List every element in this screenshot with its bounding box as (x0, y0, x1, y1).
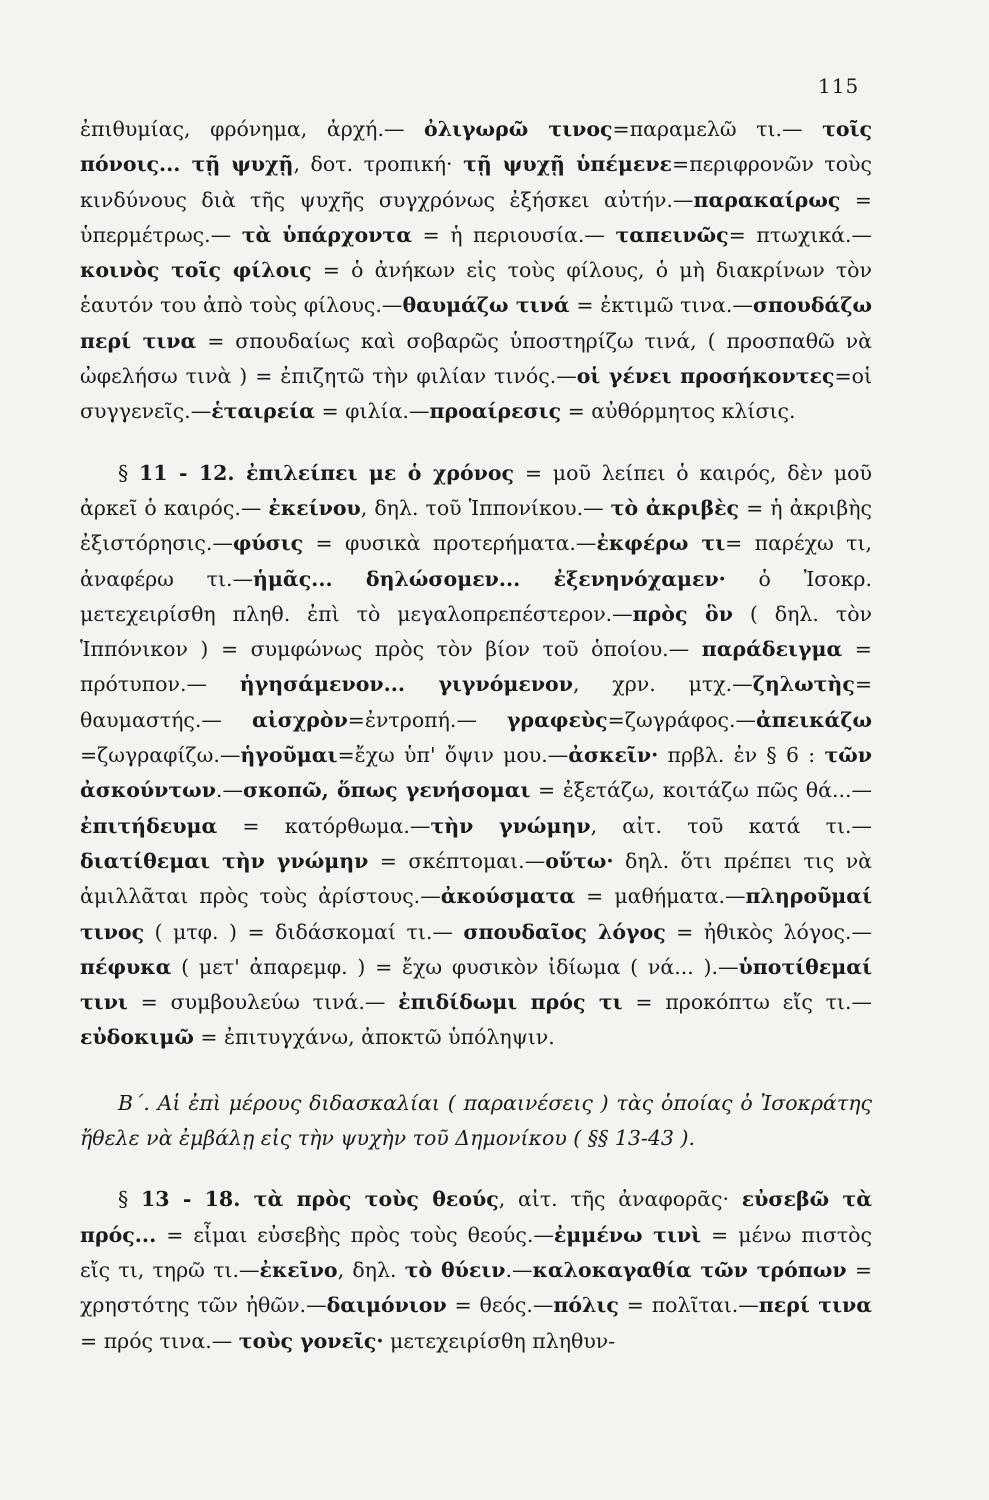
headword-term: ἀπεικάζω (756, 707, 872, 732)
gloss-text: , δηλ. τοῦ Ἱππονίκου.— (360, 495, 611, 520)
headword-term: προαίρεσις (429, 399, 562, 424)
gloss-text: = πρότυπον.— (80, 637, 872, 697)
headword-term: πέφυκα (80, 954, 172, 979)
gloss-text: =περιφρονῶν τοὺς κινδύνους διὰ τῆς ψυχῆς συγχρόνως ἐξήσκει αὐτήν.— (80, 152, 872, 212)
gloss-text: .— (505, 1257, 533, 1282)
gloss-text: ( μετ' ἀπαρεμφ. ) = ἔχω φυσικὸν ἰδίωμα ( νά... ).— (171, 954, 739, 979)
gloss-text: = μένω πιστὸς εἴς τι, τηρῶ τι.— (80, 1222, 872, 1282)
headword-term: ἡγοῦμαι (240, 743, 338, 768)
headword-term: τὰ ὑπάρχοντα (241, 222, 412, 247)
gloss-text: ὁ Ἰσοκρ. μετεχειρίσθη πληθ. ἐπὶ τὸ μεγαλοπρεπέστερον.— (80, 566, 872, 626)
gloss-text: μετεχειρίσθη πληθυν- (383, 1328, 616, 1353)
section-heading-paragraph (80, 1086, 872, 1157)
glossary-paragraph-1 (80, 112, 872, 430)
headword-term: φύσις (232, 531, 304, 556)
gloss-text: = ὑπερμέτρως.— (80, 187, 872, 247)
gloss-text: = ἠθικὸς λόγος.— (665, 919, 872, 944)
headword-term: ἐκφέρω τι (596, 531, 726, 556)
gloss-text: ( μτφ. ) = διδάσκομαί τι.— (144, 919, 464, 944)
headword-term: παράδειγμα (701, 637, 843, 662)
glossary-paragraph-2 (80, 456, 872, 1056)
page-body (80, 112, 872, 1359)
gloss-text: = αὐθόρμητος κλίσις. (561, 399, 796, 424)
headword-term: οὕτω· (545, 848, 614, 873)
headword-term: ὀλιγωρῶ τινος (424, 117, 613, 141)
gloss-text: = ὁ ἀνήκων εἰς τοὺς φίλους, ὁ μὴ διακρίνων τὸν ἑαυτόν του ἀπὸ τοὺς φίλους.— (80, 258, 872, 318)
gloss-text: = σκέπτομαι.— (368, 848, 546, 873)
page-number: 115 (818, 74, 860, 98)
headword-term: οἱ γένει προσήκοντες (576, 364, 835, 389)
headword-term: ἐκείνου (268, 495, 361, 520)
gloss-text: = ἐξετάζω, κοιτάζω πῶς θά...— (530, 778, 872, 803)
gloss-text: = πολῖται.— (618, 1293, 759, 1318)
headword-term: 13 - 18. τὰ πρὸς τοὺς θεούς (140, 1187, 499, 1212)
headword-term: ἐκεῖνο (259, 1257, 338, 1282)
headword-term: σπουδαῖος λόγος (463, 919, 666, 944)
gloss-text: § (118, 460, 140, 485)
headword-term: σκοπῶ, ὅπως γενήσομαι (242, 778, 531, 803)
headword-term: διατίθεμαι τὴν γνώμην (80, 848, 369, 873)
gloss-text: = ἐκτιμῶ τινα.— (569, 293, 753, 318)
headword-term: πρὸς ὃν (632, 601, 733, 626)
headword-term: ἐπιδίδωμι πρός τι (398, 990, 623, 1015)
headword-term: τὸ ἀκριβὲς (610, 495, 740, 520)
headword-term: σπουδάζω περί τινα (80, 293, 872, 353)
gloss-text: = προκόπτω εἴς τι.— (622, 990, 872, 1015)
gloss-text: = συμβουλεύω τινά.— (127, 990, 399, 1015)
glossary-paragraph-3 (80, 1182, 872, 1358)
gloss-text: .— (215, 778, 243, 803)
gloss-text: = φυσικὰ προτερήματα.— (303, 531, 597, 556)
headword-term: 11 - 12. ἐπιλείπει με ὁ χρόνος (139, 460, 515, 485)
headword-term: κοινὸς τοῖς φίλοις (80, 258, 312, 283)
headword-term: ἐμμένω τινὶ (553, 1222, 702, 1247)
gloss-text: =παραμελῶ τι.— (612, 117, 823, 141)
gloss-text: = χρηστότης τῶν ἠθῶν.— (80, 1257, 873, 1318)
gloss-text: , χρν. μτχ.— (572, 672, 753, 697)
gloss-text: = σπουδαίως καὶ σοβαρῶς ὑποστηρίζω τινά, ( προσπαθῶ νὰ ὠφελήσω τινὰ ) = ἐπιζητῶ τὴν φιλίαν τινός.— (80, 328, 872, 389)
headword-term: παρακαίρως (693, 187, 841, 212)
gloss-text: ἐπιθυμίας, φρόνημα, ἀρχή.— (80, 117, 425, 141)
gloss-text: , αἰτ. τῆς ἀναφορᾶς· (498, 1187, 742, 1212)
headword-term: αἰσχρὸν (251, 707, 348, 732)
gloss-text: § (118, 1187, 141, 1212)
gloss-text: , δηλ. (337, 1257, 405, 1282)
gloss-text: = φιλία.— (314, 399, 430, 424)
gloss-text: , αἰτ. τοῦ κατά τι.— (590, 813, 873, 838)
headword-term: ἐπιτήδευμα (80, 813, 218, 838)
headword-term: τὸ θύειν (404, 1257, 506, 1282)
gloss-text: = μαθήματα.— (575, 884, 746, 909)
headword-term: τῇ ψυχῇ ὑπέμενε (463, 152, 673, 177)
gloss-text: Β΄. Αἱ ἐπὶ μέρους διδασκαλίαι ( παραινέσεις ) τὰς ὁποίας ὁ Ἰσοκράτης ἤθελε νὰ ἐμβάλῃ εἰς τὴν ψυχὴν τοῦ Δημονίκου ( §§ 13-43 ). (80, 1090, 872, 1151)
headword-term: καλοκαγαθία τῶν τρόπων (532, 1257, 847, 1282)
headword-term: ἡμᾶς... δηλώσομεν... ἐξενηνόχαμεν· (253, 566, 726, 591)
headword-term: ἀσκεῖν· (568, 743, 659, 768)
gloss-text: =ζωγράφος.— (607, 707, 757, 732)
headword-term: τῶν ἀσκούντων (80, 743, 873, 803)
headword-term: πληροῦμαί τινος (80, 884, 872, 944)
gloss-text: =ζωγραφίζω.— (80, 743, 241, 768)
headword-term: ὑποτίθεμαί τινι (80, 954, 872, 1015)
headword-term: ἀκούσματα (440, 884, 576, 909)
gloss-text: = ἡ περιουσία.— (412, 222, 616, 247)
headword-term: ταπεινῶς (615, 222, 729, 247)
gloss-text: =ἔχω ὑπ' ὄψιν μου.— (337, 743, 569, 768)
headword-term: εὐσεβῶ τὰ πρός... (80, 1187, 872, 1247)
gloss-text: = θεός.— (446, 1293, 554, 1318)
headword-term: ζηλωτὴς (752, 672, 855, 697)
headword-term: τοὺς γονεῖς· (238, 1328, 384, 1353)
headword-term: πόλις (553, 1293, 619, 1318)
gloss-text: = πρός τινα.— (80, 1328, 239, 1353)
gloss-text: = μοῦ λείπει ὁ καιρός, δὲν μοῦ ἀρκεῖ ὁ καιρός.— (80, 460, 872, 520)
gloss-text: = ἐπιτυγχάνω, ἀποκτῶ ὑπόληψιν. (193, 1025, 555, 1050)
gloss-text: = παρέχω τι, ἀναφέρω τι.— (80, 531, 873, 591)
headword-term: εὐδοκιμῶ (80, 1025, 194, 1050)
gloss-text: , δοτ. τροπική· (293, 152, 464, 177)
headword-term: δαιμόνιον (326, 1293, 447, 1318)
gloss-text: =οἱ συγγενεῖς.— (80, 364, 872, 424)
headword-term: ἑταιρεία (211, 399, 315, 424)
gloss-text: πρβλ. ἐν § 6 : (658, 743, 825, 768)
gloss-text: = θαυμαστής.— (80, 672, 872, 732)
headword-term: τοῖς πόνοις... τῇ ψυχῇ (80, 117, 872, 177)
gloss-text: δηλ. ὅτι πρέπει τις νὰ ἁμιλλᾶται πρὸς τοὺς ἀρίστους.— (80, 848, 872, 909)
gloss-text: = κατόρθωμα.— (217, 813, 431, 838)
gloss-text: ( δηλ. τὸν Ἱππόνικον ) = συμφώνως πρὸς τὸν βίον τοῦ ὁποίου.— (80, 601, 873, 662)
headword-term: τὴν γνώμην (430, 813, 591, 838)
gloss-text: = ἡ ἀκριβὴς ἐξιστόρησις.— (80, 495, 872, 556)
headword-term: ἡγησάμενον... γιγνόμενον (239, 672, 573, 697)
gloss-text: =ἐντροπή.— (347, 707, 507, 732)
headword-term: περί τινα (758, 1293, 872, 1318)
headword-term: γραφεὺς (506, 707, 608, 732)
gloss-text: = πτωχικά.— (728, 222, 873, 247)
headword-term: θαυμάζω τινά (402, 293, 570, 318)
gloss-text: = εἶμαι εὐσεβὴς πρὸς τοὺς θεούς.— (156, 1222, 554, 1247)
